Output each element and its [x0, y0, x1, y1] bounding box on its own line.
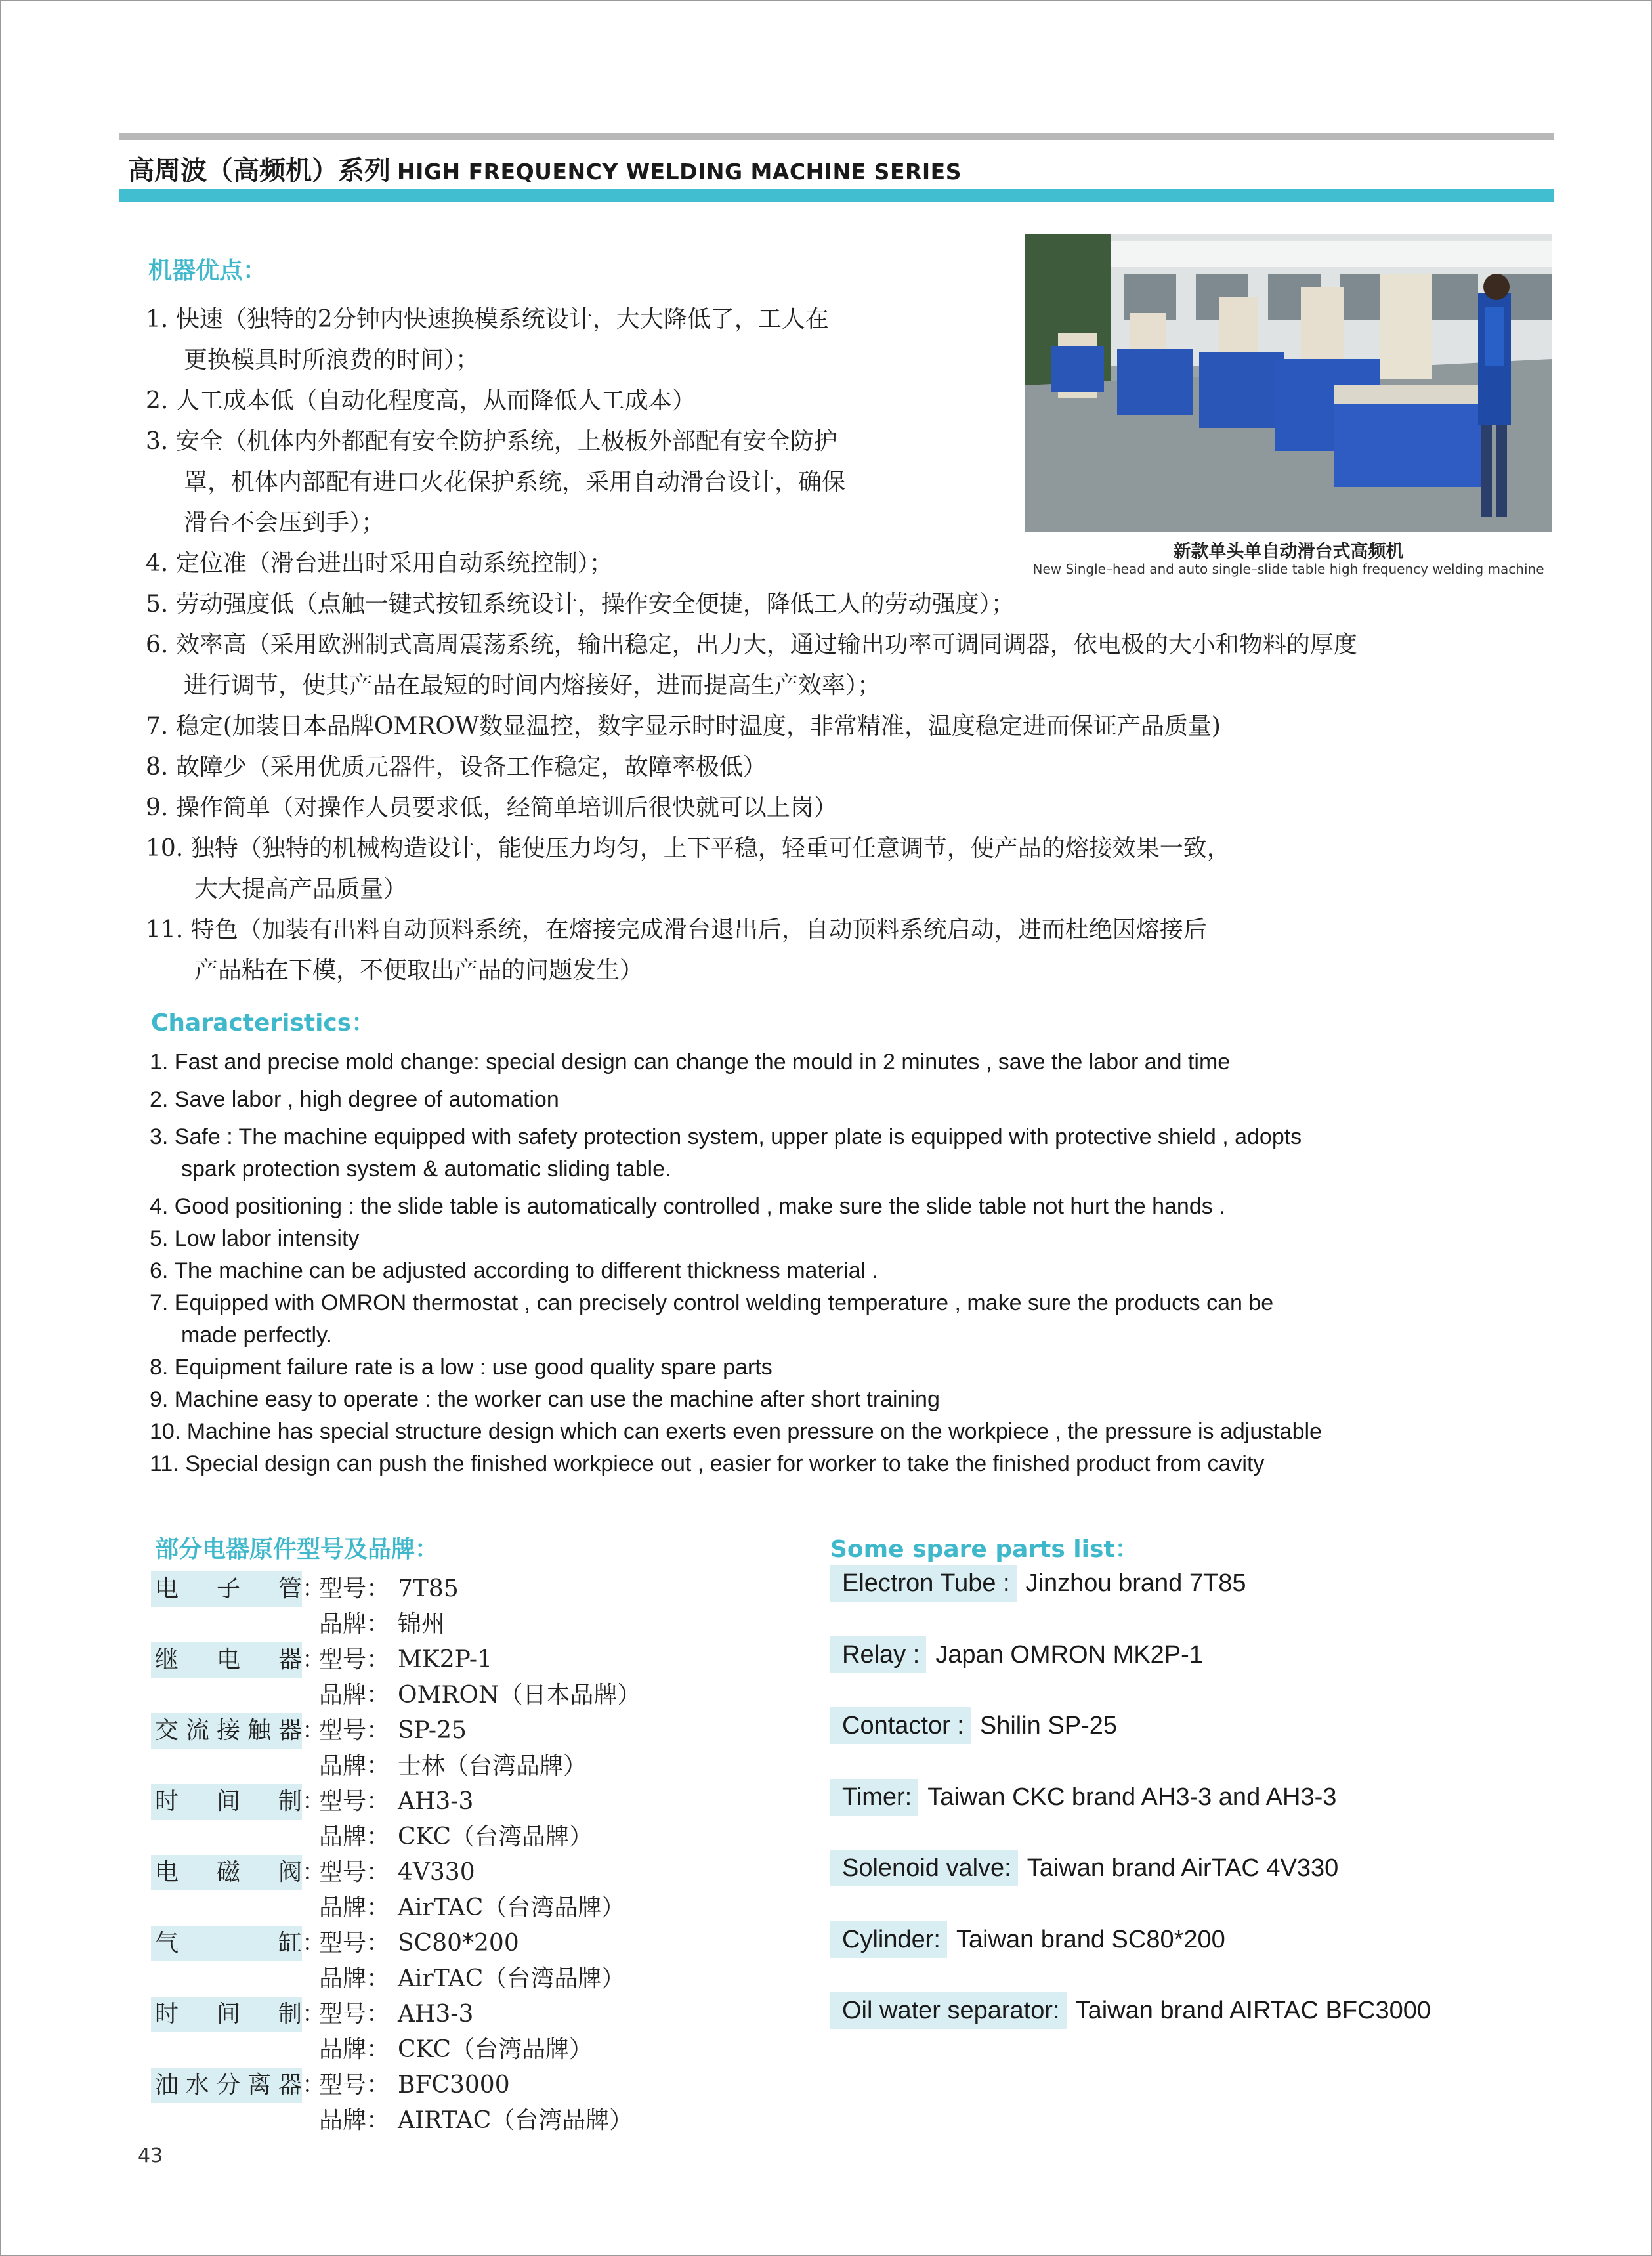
parts-cn-label: [151, 1997, 302, 2032]
parts-cn-label-char: 触: [247, 1717, 271, 1744]
parts-cn-label-char: 器: [278, 2072, 302, 2098]
brand-value: CKC（台湾品牌）: [398, 1823, 593, 1850]
parts-cn-label-char: 磁: [216, 1859, 240, 1886]
parts-cn-row: 电 子 管 ： 型号： 7T85: [151, 1571, 742, 1607]
parts-cn-label-char: 子: [216, 1575, 240, 1602]
model-value: 4V330: [398, 1859, 475, 1886]
parts-cn-label-char: 时: [155, 1788, 179, 1815]
spare-part-row: [830, 1921, 1225, 1958]
parts-cn-row: 交 流 接 触 器 ： 型号： SP-25: [151, 1713, 742, 1749]
model-value: AH3-3: [398, 2001, 474, 2028]
advantage-line: 罩，机体内部配有进口火花保护系统，采用自动滑台设计，确保: [184, 469, 846, 496]
spare-part-value: Taiwan brand SC80*200: [956, 1925, 1225, 1953]
model-value: SP-25: [398, 1717, 467, 1744]
brand-key: 品牌：: [319, 1682, 391, 1709]
spare-part-row: [830, 1779, 1336, 1816]
advantage-line: 产品粘在下模，不便取出产品的问题发生）: [194, 957, 644, 984]
advantage-line: 10. 独特（独特的机械构造设计，能使压力均匀，上下平稳，轻重可任意调节，使产品的熔接效果一致，: [146, 835, 1231, 862]
advantage-line: 大大提高产品质量）: [194, 876, 408, 903]
parts-cn-label-char: 电: [216, 1646, 240, 1673]
spare-part-label: Oil water separator:: [830, 1992, 1067, 2029]
spare-part-label: Relay :: [830, 1636, 926, 1673]
model-key: 型号：: [319, 1575, 391, 1602]
parts-cn-row: 继 电 器 ： 型号： MK2P-1: [151, 1642, 742, 1678]
parts-cn-label: [151, 1855, 302, 1890]
characteristic-line: spark protection system & automatic sliding table.: [181, 1157, 671, 1181]
advantage-line: 6. 效率高（采用欧洲制式高周震荡系统，输出稳定，出力大，通过输出功率可调同调器，依电极的大小和物料的厚度: [146, 631, 1357, 658]
model-value: AH3-3: [398, 1788, 474, 1815]
brand-key: 品牌：: [319, 1753, 391, 1779]
brand-key: 品牌：: [319, 2107, 391, 2134]
advantages-title: 机器优点：: [148, 257, 267, 284]
parts-cn-label-char: 电: [155, 1859, 179, 1886]
parts-cn-label: [151, 1713, 302, 1749]
brand-value: 士林（台湾品牌）: [398, 1753, 587, 1779]
parts-cn-title: 部分电器原件型号及品牌：: [155, 1536, 439, 1563]
parts-cn-label-char: 阀: [278, 1859, 302, 1886]
parts-cn-label: [151, 1642, 302, 1678]
characteristic-line: 9. Machine easy to operate : the worker can use the machine after short training: [150, 1387, 940, 1412]
photo-caption-cn: 新款单头单自动滑台式高频机: [1173, 542, 1404, 562]
parts-cn-label-char: 间: [216, 2001, 240, 2028]
advantage-line: 2. 人工成本低（自动化程度高，从而降低人工成本）: [146, 387, 696, 414]
advantage-line: 更换模具时所浪费的时间）；: [184, 347, 480, 373]
brand-key: 品牌：: [319, 1965, 391, 1992]
model-key: 型号：: [319, 2072, 391, 2098]
parts-cn-label-char: 交: [155, 1717, 179, 1744]
model-value: MK2P-1: [398, 1646, 492, 1673]
brand-key: 品牌：: [319, 1611, 391, 1638]
characteristic-line: 1. Fast and precise mold change: special design can change the mould in 2 minutes , save the labor and time: [150, 1050, 1231, 1075]
brand-key: 品牌：: [319, 1894, 391, 1921]
spare-part-row: [830, 1636, 1203, 1673]
parts-cn-label-char: 时: [155, 2001, 179, 2028]
spare-part-row: [830, 1565, 1246, 1602]
parts-cn-label: [151, 1784, 302, 1820]
characteristics-list: [150, 1046, 1554, 1480]
parts-cn-label-char: 制: [278, 1788, 302, 1815]
advantage-line: 7. 稳定(加装日本品牌OMROW数显温控，数字显示时时温度，非常精准，温度稳定进而保证产品质量): [146, 713, 1221, 740]
advantage-line: 1. 快速（独特的2分钟内快速换模系统设计，大大降低了，工人在: [146, 306, 829, 333]
photo-caption-en: New Single–head and auto single–slide table high frequency welding machine: [1032, 561, 1544, 577]
model-value: SC80*200: [398, 1930, 519, 1957]
parts-cn-row: [151, 1890, 742, 1926]
parts-cn-row: [151, 2103, 742, 2139]
machine-photo: [1025, 234, 1552, 532]
parts-cn-label-char: 离: [247, 2072, 271, 2098]
spare-part-label: Cylinder:: [830, 1921, 947, 1958]
spare-part-value: Jinzhou brand 7T85: [1025, 1569, 1246, 1597]
header-title-cn: 高周波（高频机）系列: [128, 156, 391, 186]
parts-cn-row: [151, 1961, 742, 1997]
model-value: BFC3000: [398, 2072, 510, 2098]
model-key: 型号：: [319, 1646, 391, 1673]
parts-cn-label-char: 油: [155, 2072, 179, 2098]
spare-part-label: Contactor :: [830, 1707, 971, 1744]
spare-part-value: Shilin SP-25: [979, 1712, 1117, 1739]
parts-cn-row: 时 间 制 ： 型号： AH3-3: [151, 1784, 742, 1820]
parts-cn-row: [151, 1820, 742, 1855]
brand-key: 品牌：: [319, 2036, 391, 2063]
parts-cn-label-char: 管: [278, 1575, 302, 1602]
spare-part-row: [830, 1850, 1338, 1886]
parts-cn-label-char: 气: [155, 1930, 179, 1957]
brand-value: CKC（台湾品牌）: [398, 2036, 593, 2063]
parts-cn-row: [151, 2032, 742, 2068]
parts-cn-row: [151, 1607, 742, 1642]
parts-cn-row: 电 磁 阀 ： 型号： 4V330: [151, 1855, 742, 1890]
brand-value: 锦州: [398, 1611, 446, 1638]
parts-cn-label-char: 缸: [278, 1930, 302, 1957]
page-number: 43: [138, 2144, 163, 2167]
spare-part-row: [830, 1707, 1117, 1744]
characteristic-line: 3. Safe : The machine equipped with safety protection system, upper plate is equipped with protective shield , adopts: [150, 1124, 1302, 1149]
parts-cn-label-char: 水: [185, 2072, 209, 2098]
model-key: 型号：: [319, 1717, 391, 1744]
advantage-line: 进行调节，使其产品在最短的时间内熔接好，进而提高生产效率）；: [184, 672, 881, 699]
parts-cn-row: [151, 1678, 742, 1713]
advantage-line: 滑台不会压到手）；: [184, 509, 385, 536]
header-title-en: HIGH FREQUENCY WELDING MACHINE SERIES: [397, 159, 962, 184]
parts-cn-row: 时 间 制 ： 型号： AH3-3: [151, 1997, 742, 2032]
parts-cn-table: [151, 1571, 742, 2139]
advantage-line: 4. 定位准（滑台进出时采用自动系统控制）；: [146, 550, 613, 577]
header-accent-bar: [119, 189, 1554, 202]
brand-value: OMRON（日本品牌）: [398, 1682, 641, 1709]
parts-cn-label-char: 间: [216, 1788, 240, 1815]
parts-cn-row: 气 缸 ： 型号： SC80*200: [151, 1926, 742, 1961]
model-value: 7T85: [398, 1575, 459, 1602]
brand-value: AirTAC（台湾品牌）: [398, 1894, 625, 1921]
parts-cn-label-char: 器: [278, 1646, 302, 1673]
parts-cn-row: 油 水 分 离 器 ： 型号： BFC3000: [151, 2068, 742, 2103]
brand-value: AIRTAC（台湾品牌）: [398, 2107, 633, 2134]
advantage-line: 8. 故障少（采用优质元器件，设备工作稳定，故障率极低）: [146, 754, 767, 780]
spare-parts-title: Some spare parts list：: [830, 1536, 1139, 1563]
parts-cn-label: [151, 1571, 302, 1607]
model-key: 型号：: [319, 1859, 391, 1886]
characteristic-line: 11. Special design can push the finished workpiece out , easier for worker to take the finished product from cavity: [150, 1451, 1265, 1476]
parts-cn-label-char: 分: [216, 2072, 240, 2098]
spare-part-value: Taiwan CKC brand AH3-3 and AH3-3: [927, 1783, 1337, 1811]
brand-value: AirTAC（台湾品牌）: [398, 1965, 625, 1992]
spare-part-value: Japan OMRON MK2P-1: [935, 1640, 1203, 1669]
characteristic-line: made perfectly.: [181, 1323, 332, 1348]
parts-cn-label-char: 器: [278, 1717, 302, 1744]
model-key: 型号：: [319, 1788, 391, 1815]
brand-key: 品牌：: [319, 1823, 391, 1850]
parts-cn-label-char: 继: [155, 1646, 179, 1673]
characteristic-line: 6. The machine can be adjusted according to different thickness material .: [150, 1258, 879, 1283]
advantage-line: 5. 劳动强度低（点触一键式按钮系统设计，操作安全便捷，降低工人的劳动强度）；: [146, 591, 1015, 618]
spare-part-value: Taiwan brand AirTAC 4V330: [1027, 1854, 1339, 1882]
characteristic-line: 8. Equipment failure rate is a low : use good quality spare parts: [150, 1355, 773, 1380]
characteristic-line: 7. Equipped with OMRON thermostat , can precisely control welding temperature , make sure the products can be: [150, 1290, 1274, 1315]
parts-cn-label-char: 电: [155, 1575, 179, 1602]
spare-part-label: Timer:: [830, 1779, 918, 1816]
model-key: 型号：: [319, 2001, 391, 2028]
parts-cn-label-char: 接: [216, 1717, 240, 1744]
advantage-line: 11. 特色（加装有出料自动顶料系统，在熔接完成滑台退出后，自动顶料系统启动，进而杜绝因熔接后: [146, 916, 1207, 943]
model-key: 型号：: [319, 1930, 391, 1957]
parts-cn-label-char: 制: [278, 2001, 302, 2028]
spare-part-label: Solenoid valve:: [830, 1850, 1018, 1886]
advantage-line: 9. 操作简单（对操作人员要求低，经简单培训后很快就可以上岗）: [146, 794, 837, 821]
parts-cn-row: [151, 1749, 742, 1784]
characteristic-line: 2. Save labor , high degree of automation: [150, 1087, 559, 1112]
parts-cn-label: [151, 1926, 302, 1961]
spare-part-label: Electron Tube :: [830, 1565, 1017, 1602]
spare-part-row: [830, 1992, 1431, 2029]
spare-part-value: Taiwan brand AIRTAC BFC3000: [1075, 1997, 1431, 2024]
page-header: [128, 150, 962, 187]
characteristic-line: 4. Good positioning : the slide table is automatically controlled , make sure the slide table not hurt the hands .: [150, 1194, 1225, 1219]
parts-cn-label-char: 流: [185, 1717, 209, 1744]
parts-cn-label: [151, 2068, 302, 2103]
characteristic-line: 5. Low labor intensity: [150, 1226, 360, 1251]
advantage-line: 3. 安全（机体内外都配有安全防护系统，上极板外部配有安全防护: [146, 428, 837, 455]
header-gray-rule: [119, 133, 1554, 140]
characteristics-title: Characteristics：: [151, 1010, 375, 1036]
characteristic-line: 10. Machine has special structure design which can exerts even pressure on the workpiece , the pressure is adjustable: [150, 1419, 1322, 1444]
